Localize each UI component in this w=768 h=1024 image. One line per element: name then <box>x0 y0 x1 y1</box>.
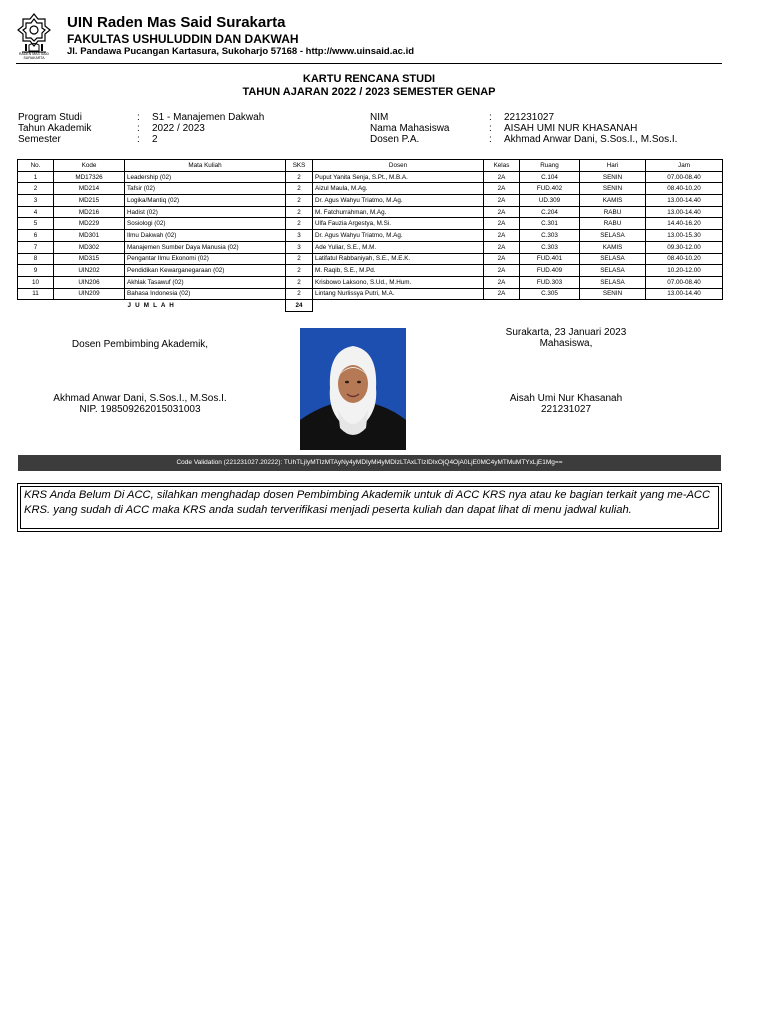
tahun-akademik-value: 2022 / 2023 <box>152 123 205 134</box>
row-no: 3 <box>18 195 54 207</box>
row-no: 9 <box>18 265 54 277</box>
course-sks: 2 <box>286 253 313 265</box>
semester-value: 2 <box>152 134 158 145</box>
info-separator: : <box>137 123 140 134</box>
lecturer: Dr. Agus Wahyu Triatmo, M.Ag. <box>313 195 484 207</box>
table-row <box>18 218 723 230</box>
column-header: Mata Kuliah <box>125 160 286 172</box>
course-code: MD216 <box>54 206 125 218</box>
info-label: NIM <box>370 112 389 123</box>
time: 14.40-16.20 <box>646 218 723 230</box>
day: RABU <box>580 218 646 230</box>
student-nim: 221231027 <box>540 404 592 415</box>
lecturer: Puput Yanita Senja, S.Pt., M.B.A. <box>313 171 484 183</box>
info-separator: : <box>137 112 140 123</box>
course-name: Tafsir (02) <box>125 183 286 195</box>
info-label: Nama Mahasiswa <box>370 123 450 134</box>
course-name: Logika/Mantiq (02) <box>125 195 286 207</box>
student-place-date: Surakarta, 23 Januari 2023 <box>505 327 627 338</box>
column-header: Ruang <box>520 160 580 172</box>
course-name: Leadership (02) <box>125 171 286 183</box>
column-header: Dosen <box>313 160 484 172</box>
room: FUD.409 <box>520 265 580 277</box>
advisor-name: Akhmad Anwar Dani, S.Sos.I., M.Sos.I. <box>53 393 227 404</box>
advisor-role: Dosen Pembimbing Akademik, <box>71 339 209 350</box>
advisor-nip: NIP. 198509262015031003 <box>79 404 201 415</box>
info-separator: : <box>489 112 492 123</box>
course-code: MD301 <box>54 230 125 242</box>
course-name: Pendidikan Kewarganegaraan (02) <box>125 265 286 277</box>
column-header: Hari <box>580 160 646 172</box>
course-sks: 2 <box>286 288 313 300</box>
course-sks: 2 <box>286 265 313 277</box>
nim-value: 221231027 <box>504 112 555 123</box>
total-row-empty <box>313 300 723 312</box>
total-label: J U M L A H <box>18 300 286 312</box>
room: C.303 <box>520 241 580 253</box>
day: SELASA <box>580 265 646 277</box>
course-rows <box>18 171 723 300</box>
day: RABU <box>580 206 646 218</box>
table-row <box>18 171 723 183</box>
logo-caption: RADEN MAS SAID SURAKARTA <box>19 52 49 60</box>
document-title: KARTU RENCANA STUDI <box>302 73 436 85</box>
table-row <box>18 265 723 277</box>
course-name: Manajemen Sumber Daya Manusia (02) <box>125 241 286 253</box>
time: 09.30-12.00 <box>646 241 723 253</box>
column-header: No. <box>18 160 54 172</box>
time: 07.00-08.40 <box>646 171 723 183</box>
course-sks: 2 <box>286 183 313 195</box>
program-studi-value: S1 - Manajemen Dakwah <box>152 112 265 123</box>
lecturer: M. Fatchurrahman, M.Ag. <box>313 206 484 218</box>
course-sks: 3 <box>286 230 313 242</box>
course-code: MD229 <box>54 218 125 230</box>
table-row <box>18 288 723 300</box>
student-photo <box>300 328 406 450</box>
validation-code-bar: Code Validation (221231027.20222): TUhTLjIyMTIzMTAyNy4yMDIyMi4yMDIzLTAxLTIzIDIxOjQ4OjA0LjE0MC4yMTMuMTYxLjE1Mg== <box>18 455 721 471</box>
notice-box <box>17 483 722 532</box>
course-code: MD17326 <box>54 171 125 183</box>
info-separator: : <box>137 134 140 145</box>
room: C.301 <box>520 218 580 230</box>
student-info-right <box>370 112 720 148</box>
time: 10.20-12.00 <box>646 265 723 277</box>
time: 13.00-14.40 <box>646 206 723 218</box>
university-name: UIN Raden Mas Said Surakarta <box>67 14 286 31</box>
time: 08.40-10.20 <box>646 253 723 265</box>
lecturer: Lintang Nurlissya Putri, M.A. <box>313 288 484 300</box>
course-name: Bahasa Indonesia (02) <box>125 288 286 300</box>
course-name: Ilmu Dakwah (02) <box>125 230 286 242</box>
nama-mahasiswa-value: AISAH UMI NUR KHASANAH <box>504 123 638 134</box>
room: C.204 <box>520 206 580 218</box>
student-role: Mahasiswa, <box>539 338 593 349</box>
row-no: 5 <box>18 218 54 230</box>
time: 07.00-08.40 <box>646 276 723 288</box>
course-code: UIN206 <box>54 276 125 288</box>
room: C.305 <box>520 288 580 300</box>
time: 13.00-14.40 <box>646 195 723 207</box>
class: 2A <box>484 230 520 242</box>
info-separator: : <box>489 134 492 145</box>
column-header: Jam <box>646 160 723 172</box>
room: FUD.401 <box>520 253 580 265</box>
table-row <box>18 206 723 218</box>
class: 2A <box>484 276 520 288</box>
letterhead <box>16 12 722 64</box>
info-separator: : <box>489 123 492 134</box>
course-sks: 2 <box>286 171 313 183</box>
faculty-name: FAKULTAS USHULUDDIN DAN DAKWAH <box>67 32 299 46</box>
day: SELASA <box>580 276 646 288</box>
room: UD.309 <box>520 195 580 207</box>
column-header: Kelas <box>484 160 520 172</box>
day: SENIN <box>580 171 646 183</box>
room: FUD.402 <box>520 183 580 195</box>
course-table <box>17 159 723 312</box>
table-row <box>18 230 723 242</box>
course-code: MD214 <box>54 183 125 195</box>
course-code: MD315 <box>54 253 125 265</box>
lecturer: Ulfa Fauzia Argestya, M.Si. <box>313 218 484 230</box>
course-name: Hadist (02) <box>125 206 286 218</box>
day: SENIN <box>580 183 646 195</box>
course-sks: 2 <box>286 218 313 230</box>
class: 2A <box>484 265 520 277</box>
faculty-address: Jl. Pandawa Pucangan Kartasura, Sukoharjo 57168 - http://www.uinsaid.ac.id <box>67 46 415 57</box>
notice-text: KRS Anda Belum Di ACC, silahkan menghadap dosen Pembimbing Akademik untuk di ACC KRS nya atau ke bagian terkait yang me-ACC KRS. yang sudah di ACC maka KRS anda sudah terverifikasi menjadi peserta kuliah dan dapat lihat di menu jadwal kuliah. <box>20 486 719 529</box>
course-code: UIN202 <box>54 265 125 277</box>
table-row <box>18 276 723 288</box>
day: KAMIS <box>580 195 646 207</box>
course-sks: 2 <box>286 206 313 218</box>
table-row <box>18 253 723 265</box>
info-label: Program Studi <box>18 112 82 123</box>
course-sks: 2 <box>286 195 313 207</box>
table-row <box>18 241 723 253</box>
course-sks: 3 <box>286 241 313 253</box>
room: FUD.303 <box>520 276 580 288</box>
info-label: Tahun Akademik <box>18 123 92 134</box>
table-row <box>18 195 723 207</box>
row-no: 7 <box>18 241 54 253</box>
class: 2A <box>484 206 520 218</box>
course-code: MD302 <box>54 241 125 253</box>
total-row <box>18 300 723 312</box>
course-name: Sosiologi (02) <box>125 218 286 230</box>
lecturer: Aizul Maula, M.Ag. <box>313 183 484 195</box>
lecturer: Ade Yuliar, S.E., M.M. <box>313 241 484 253</box>
course-code: UIN209 <box>54 288 125 300</box>
day: SELASA <box>580 253 646 265</box>
column-header: Kode <box>54 160 125 172</box>
course-sks: 2 <box>286 276 313 288</box>
class: 2A <box>484 253 520 265</box>
lecturer: Dr. Agus Wahyu Triatmo, M.Ag. <box>313 230 484 242</box>
dosen-pa-value: Akhmad Anwar Dani, S.Sos.I., M.Sos.I. <box>504 134 678 145</box>
course-name: Akhlak Tasawuf (02) <box>125 276 286 288</box>
document-subtitle: TAHUN AJARAN 2022 / 2023 SEMESTER GENAP <box>242 86 496 98</box>
lecturer: Latifatul Rabbaniyah, S.E., M.E.K. <box>313 253 484 265</box>
course-code: MD215 <box>54 195 125 207</box>
time: 13.00-14.40 <box>646 288 723 300</box>
room: C.104 <box>520 171 580 183</box>
row-no: 11 <box>18 288 54 300</box>
day: SENIN <box>580 288 646 300</box>
class: 2A <box>484 171 520 183</box>
info-label: Semester <box>18 134 61 145</box>
row-no: 4 <box>18 206 54 218</box>
time: 13.00-15.30 <box>646 230 723 242</box>
student-portrait-icon <box>300 328 406 450</box>
row-no: 1 <box>18 171 54 183</box>
class: 2A <box>484 195 520 207</box>
class: 2A <box>484 218 520 230</box>
class: 2A <box>484 288 520 300</box>
row-no: 6 <box>18 230 54 242</box>
row-no: 8 <box>18 253 54 265</box>
day: SELASA <box>580 230 646 242</box>
table-header-row <box>18 160 723 172</box>
row-no: 2 <box>18 183 54 195</box>
class: 2A <box>484 183 520 195</box>
class: 2A <box>484 241 520 253</box>
table-row <box>18 183 723 195</box>
row-no: 10 <box>18 276 54 288</box>
total-sks: 24 <box>286 300 313 312</box>
lecturer: M. Raqib, S.E., M.Pd. <box>313 265 484 277</box>
student-info-left <box>18 112 358 148</box>
time: 08.40-10.20 <box>646 183 723 195</box>
course-name: Pengantar Ilmu Ekonomi (02) <box>125 253 286 265</box>
day: KAMIS <box>580 241 646 253</box>
info-label: Dosen P.A. <box>370 134 420 145</box>
lecturer: Krisbowo Laksono, S.Ud., M.Hum. <box>313 276 484 288</box>
student-name: Aisah Umi Nur Khasanah <box>509 393 623 404</box>
column-header: SKS <box>286 160 313 172</box>
room: C.303 <box>520 230 580 242</box>
